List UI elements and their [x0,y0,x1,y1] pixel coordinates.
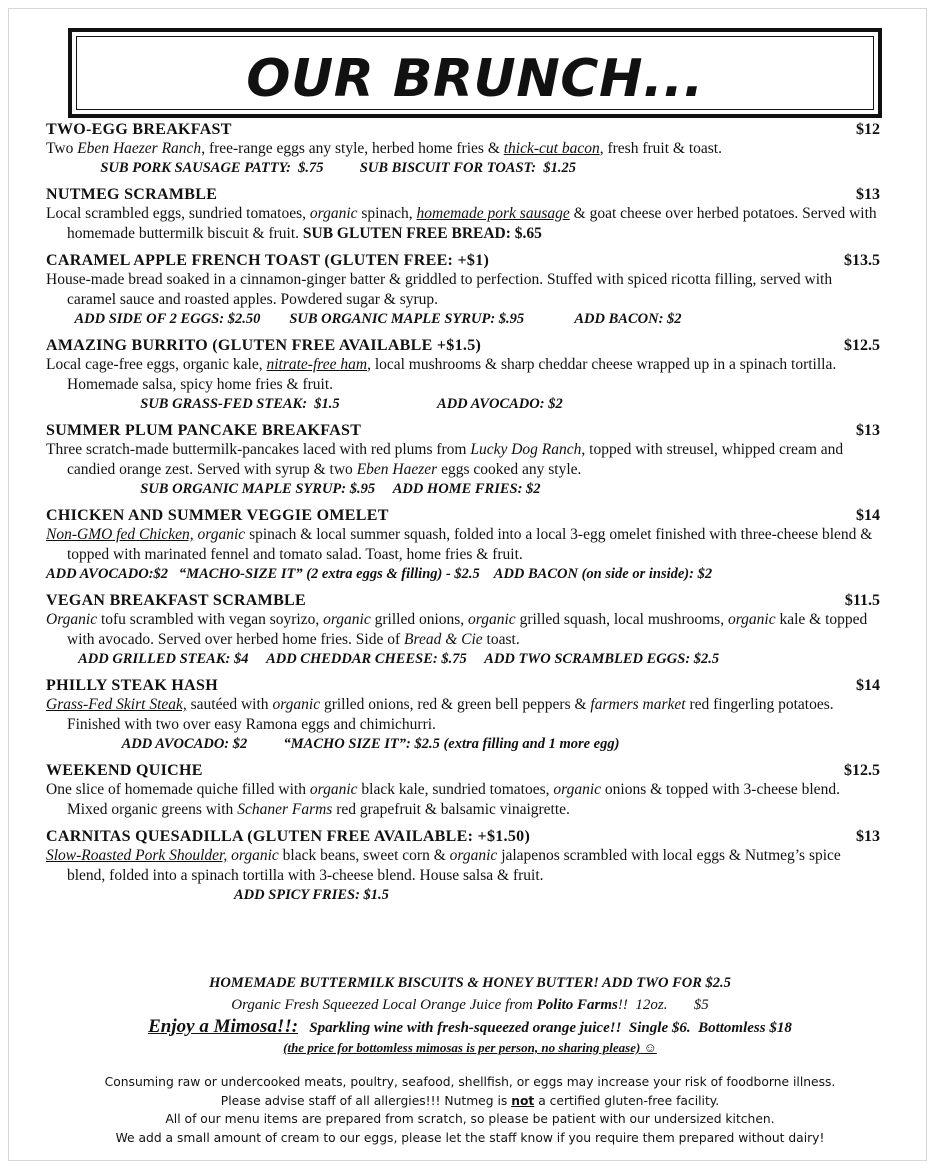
disclaimer-line-2 [46,1092,894,1111]
orange-juice-line [46,994,894,1016]
description-segment: onions & topped with 3-cheese blend. Mixed organic greens with [67,781,840,818]
menu-item-addons: SUB ORGANIC MAPLE SYRUP: $.95 ADD HOME FRIES: $2 [46,481,541,497]
menu-item-name: PHILLY STEAK HASH [46,677,218,694]
description-segment: , topped with streusel, whipped cream and candied orange zest. Served with syrup & two [67,441,844,478]
description-segment: Three scratch-made buttermilk-pancakes laced with red plums from [46,441,471,458]
menu-item [46,828,880,905]
menu-item-description [46,525,880,565]
menu-item-price: $14 [856,507,880,524]
menu-item-header [46,762,880,780]
menu-item-description [46,846,880,886]
disclaimer-line-2-pre: Please advise staff of all allergies!!! Nutmeg is [220,1093,512,1108]
menu-item-description [46,204,880,244]
oj-farm: Polito Farms [536,997,618,1013]
description-segment: Organic [46,611,98,628]
menu-item [46,762,880,820]
description-segment: red grapefruit & balsamic vinaigrette. [332,801,570,818]
menu-item-name: CARAMEL APPLE FRENCH TOAST (GLUTEN FREE: +$1) [46,252,490,269]
description-segment: grilled squash, local mushrooms, [515,611,728,628]
description-segment: Eben Haezer Ranch [77,140,202,157]
menu-item-header [46,252,880,270]
menu-item-price: $12.5 [844,337,880,354]
description-segment: One slice of homemade quiche filled with [46,781,310,798]
menu-item [46,507,880,584]
description-segment: thick-cut bacon [503,140,600,157]
description-segment: organic [323,611,371,628]
menu-item-header [46,592,880,610]
description-segment: red fingerling potatoes. Finished with two over easy Ramona eggs and chimichurri. [67,696,834,733]
menu-item-name: WEEKEND QUICHE [46,762,203,779]
description-segment: nitrate-free ham [266,356,368,373]
menu-item-header [46,828,880,846]
description-segment: Non-GMO fed Chicken, [46,526,194,543]
disclaimer-line-2-post: a certified gluten-free facility. [534,1093,720,1108]
description-segment: organic [197,526,246,543]
description-segment: tofu scrambled with vegan soyrizo, [97,611,324,628]
menu-item-description [46,270,880,310]
menu-item-name: CHICKEN AND SUMMER VEGGIE OMELET [46,507,389,524]
menu-item-description [46,139,880,159]
menu-item [46,186,880,244]
menu-item [46,337,880,414]
description-segment: organic [309,781,358,798]
biscuits-line: HOMEMADE BUTTERMILK BISCUITS & HONEY BUTTER! ADD TWO FOR $2.5 [209,975,731,991]
menu-item-price: $13 [856,828,880,845]
description-segment: kale & topped with avocado. Served over herbed home fries. Side of [67,611,868,648]
description-segment: organic [553,781,602,798]
menu-item-price: $14 [856,677,880,694]
menu-item-name: AMAZING BURRITO (GLUTEN FREE AVAILABLE +$1.5) [46,337,482,354]
menu-item-price: $11.5 [844,592,880,609]
footer-block [46,973,894,1057]
description-segment: spinach, [357,205,417,222]
menu-item-name: SUMMER PLUM PANCAKE BREAKFAST [46,422,362,439]
disclaimer-line-4: We add a small amount of cream to our eggs, please let the staff know if you require them prepared without dairy! [115,1130,825,1145]
title-box [68,28,882,118]
description-segment: homemade pork sausage [416,205,570,222]
menu-item-name: CARNITAS QUESADILLA (GLUTEN FREE AVAILABLE: +$1.50) [46,828,531,845]
page-title: OUR BRUNCH... [246,49,704,109]
description-segment: Slow-Roasted Pork Shoulder, [46,847,228,864]
mimosa-title: Enjoy a Mimosa!!: [148,1016,299,1037]
description-segment: grilled onions, [370,611,469,628]
description-segment: Lucky Dog Ranch [470,441,582,458]
description-segment: organic [309,205,358,222]
menu-item-header [46,186,880,204]
menu-item-price: $13.5 [844,252,880,269]
description-segment: & goat cheese over herbed potatoes. Served with homemade buttermilk biscuit & fruit. [67,205,877,242]
menu-item [46,677,880,754]
mimosa-line [46,1016,894,1039]
description-segment: , local mushrooms & sharp cheddar cheese wrapped up in a spinach tortilla. Homemade salsa, spicy home fries & fruit. [67,356,837,393]
menu-item-description [46,440,880,480]
menu-item-header [46,121,880,139]
description-segment: organic [272,696,321,713]
menu-item-addons: ADD SIDE OF 2 EGGS: $2.50 SUB ORGANIC MAPLE SYRUP: $.95 ADD BACON: $2 [46,311,682,327]
menu-item-name: VEGAN BREAKFAST SCRAMBLE [46,592,306,609]
menu-item-name: TWO-EGG BREAKFAST [46,121,232,138]
description-segment: Eben Haezer [356,461,438,478]
menu-item [46,422,880,499]
description-segment: Two [46,140,78,157]
menu-item-description [46,780,880,820]
description-segment: grilled onions, red & green bell peppers & [320,696,591,713]
menu-item-description [46,355,880,395]
description-segment: Schaner Farms [237,801,333,818]
mimosa-text: Sparkling wine with fresh-squeezed orange juice!! Single $6. Bottomless $18 [298,1020,792,1036]
description-segment: toast. [482,631,520,648]
oj-post: !! 12oz. $5 [617,997,709,1013]
description-segment: farmers market [590,696,686,713]
description-segment: eggs cooked any style. [437,461,582,478]
menu-item-header [46,677,880,695]
menu-list [46,121,880,913]
disclaimer-line-1: Consuming raw or undercooked meats, poultry, seafood, shellfish, or eggs may increase your risk of foodborne illness. [104,1075,836,1089]
smiley-icon: ☺ [643,1040,657,1055]
description-segment: , free-range eggs any style, herbed home fries & [201,140,504,157]
menu-item-price: $13 [856,186,880,203]
disclaimer-not: not [511,1093,535,1108]
description-segment: organic [231,847,279,864]
description-segment: , fresh fruit & toast. [599,140,722,157]
description-segment: House-made bread soaked in a cinnamon-ginger batter & griddled to perfection. Stuffed with spiced ricotta filling, served with caramel sauce and roasted apples. Powdered sugar & syrup. [46,271,833,308]
description-segment: black beans, sweet corn & [278,847,450,864]
disclaimer [46,1073,894,1147]
description-segment: sautéed with [186,696,273,713]
menu-item-price: $12 [856,121,880,138]
description-segment: organic [727,611,776,628]
description-segment: Bread & Cie [404,631,483,648]
menu-item-header [46,507,880,525]
description-segment: black kale, sundried tomatoes, [357,781,554,798]
menu-item [46,252,880,329]
menu-item-header [46,337,880,355]
mimosa-note [46,1039,894,1057]
menu-item-description [46,610,880,650]
menu-item-addons: SUB PORK SAUSAGE PATTY: $.75 SUB BISCUIT FOR TOAST: $1.25 [46,160,577,176]
description-segment: Local cage-free eggs, organic kale, [46,356,267,373]
description-segment: Grass-Fed Skirt Steak, [46,696,187,713]
description-segment: Local scrambled eggs, sundried tomatoes, [46,205,310,222]
menu-item-price: $13 [856,422,880,439]
menu-item-addons: ADD SPICY FRIES: $1.5 [46,887,389,903]
mimosa-note-text: (the price for bottomless mimosas is per person, no sharing please) [283,1040,641,1055]
menu-item-addons: ADD AVOCADO:$2 “MACHO-SIZE IT” (2 extra eggs & filling) - $2.5 ADD BACON (on side or inside): $2 [46,566,713,582]
description-segment: spinach & local summer squash, folded into a local 3-egg omelet finished with three-cheese blend & topped with marinated fennel and tomato salad. Toast, home fries & fruit. [67,526,873,563]
menu-item-description [46,695,880,735]
menu-item-price: $12.5 [844,762,880,779]
menu-item-addons: ADD GRILLED STEAK: $4 ADD CHEDDAR CHEESE: $.75 ADD TWO SCRAMBLED EGGS: $2.5 [46,651,720,667]
oj-pre: Organic Fresh Squeezed Local Orange Juice from [231,997,537,1013]
menu-item [46,121,880,178]
menu-item-addons: ADD AVOCADO: $2 “MACHO SIZE IT”: $2.5 (extra filling and 1 more egg) [46,736,620,752]
menu-item-name: NUTMEG SCRAMBLE [46,186,218,203]
description-segment: SUB GLUTEN FREE BREAD: $.65 [302,225,542,242]
description-segment: jalapenos scrambled with local eggs & Nutmeg’s spice blend, folded into a spinach tortilla with 3-cheese blend. House salsa & fruit. [67,847,841,884]
description-segment: organic [449,847,498,864]
menu-item-addons: SUB GRASS-FED STEAK: $1.5 ADD AVOCADO: $2 [46,396,563,412]
menu-item [46,592,880,669]
disclaimer-line-3: All of our menu items are prepared from scratch, so please be patient with our undersized kitchen. [165,1112,775,1126]
description-segment: organic [468,611,516,628]
menu-item-header [46,422,880,440]
